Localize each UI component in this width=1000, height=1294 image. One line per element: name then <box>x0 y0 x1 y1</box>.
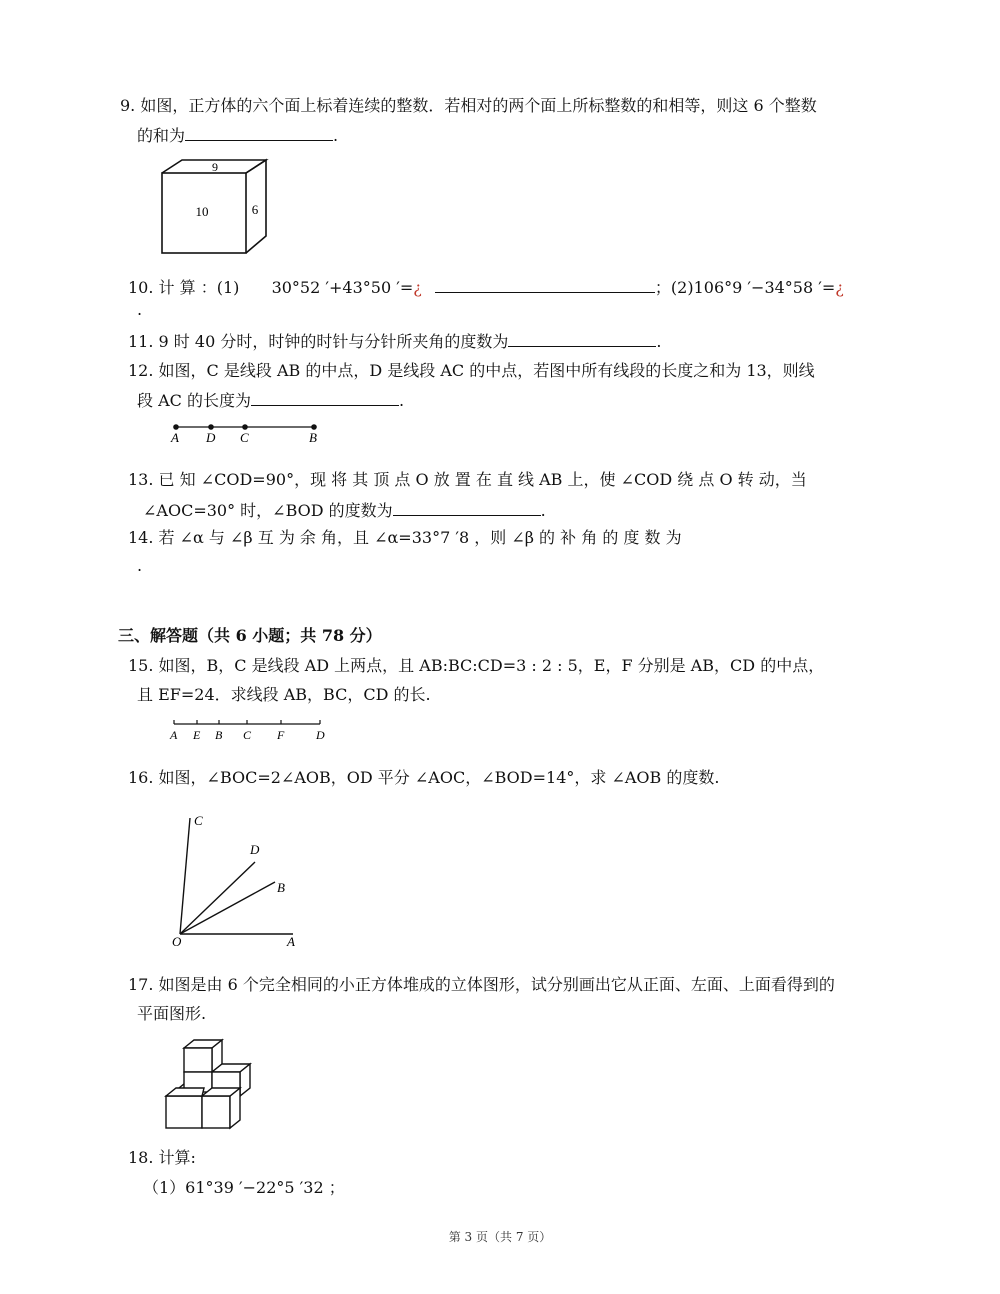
cube-top-number: 9 <box>212 160 218 174</box>
q13-line1: 13. 已 知 ∠COD=90°，现 将 其 顶 点 O 放 置 在 直 线 AB 上，使 ∠COD 绕 点 O 转 动，当 <box>128 470 807 489</box>
q9-cube-figure <box>155 158 275 258</box>
q12-label-c: C <box>240 430 249 445</box>
q13-blank <box>393 499 541 516</box>
page-footer: 第 3 页（共 7 页） <box>448 1230 552 1244</box>
q10-expr2: 106°9 ′−34°58 ′= <box>693 278 836 297</box>
q18-title: 18. 计算: <box>128 1148 196 1167</box>
q12-point-b <box>311 424 317 430</box>
cube-front-number: 10 <box>195 204 209 219</box>
q16-line: 16. 如图，∠BOC=2∠AOB，OD 平分 ∠AOC，∠BOD=14°，求 ∠AOB 的度数. <box>128 768 720 787</box>
q16-label-c: C <box>194 813 203 828</box>
cube-side-number: 6 <box>251 202 259 217</box>
q17-line2: 平面图形. <box>137 1004 207 1023</box>
q10-qmark2: ¿ <box>835 278 844 297</box>
q12-segment-figure <box>168 420 328 446</box>
q10-expr1: 30°52 ′+43°50 ′= <box>271 278 414 297</box>
q11-line <box>128 330 661 352</box>
q9-answer-blank <box>185 124 333 141</box>
q12-blank <box>251 389 399 406</box>
cube-bottom-mid <box>202 1096 230 1128</box>
q14-line1: 14. 若 ∠α 与 ∠β 互 为 余 角，且 ∠α=33°7 ′8 ，则 ∠β 的 补 角 的 度 数 为 <box>128 528 682 547</box>
q15-line1: 15. 如图，B，C 是线段 AD 上两点，且 AB:BC:CD=3 : 2 : 5，E，F 分别是 AB，CD 的中点， <box>128 656 825 675</box>
q12-label-a: A <box>171 430 179 445</box>
q10-qmark1: ¿ <box>413 278 422 297</box>
q14-line2: . <box>137 556 143 575</box>
q10-prefix: 10. 计 算 ：(1) <box>128 278 240 297</box>
q17-line1: 17. 如图是由 6 个完全相同的小正方体堆成的立体图形，试分别画出它从正面、左面、上面看得到的 <box>128 975 835 994</box>
q15-line2: 且 EF=24．求线段 AB，BC，CD 的长. <box>137 685 431 704</box>
q12-label-b: B <box>309 430 317 445</box>
q12-end: . <box>398 391 405 410</box>
q16-angle-figure <box>165 808 315 950</box>
q9-line2 <box>137 124 338 146</box>
q13-end: . <box>540 501 546 520</box>
q9-line2-text: 的和为 <box>137 126 186 145</box>
ray-oc <box>180 818 190 934</box>
q12-point-d <box>208 424 214 430</box>
cube-bottom-left-top <box>166 1088 204 1096</box>
q11-end: . <box>656 332 662 351</box>
cube-bottom-left <box>166 1096 202 1128</box>
ray-od <box>180 862 255 934</box>
cube-top-front <box>184 1048 212 1072</box>
q16-label-b: B <box>277 880 285 895</box>
section3-title: 三、解答题（共 6 小题；共 78 分） <box>118 626 382 645</box>
q17-stacked-cubes-figure <box>160 1034 270 1134</box>
q15-label-d: D <box>316 728 325 742</box>
q12-line1: 12. 如图，C 是线段 AB 的中点，D 是线段 AC 的中点，若图中所有线段的长度之和为 13，则线 <box>128 361 815 380</box>
q10-mid: ；(2) <box>654 278 694 297</box>
q12-line2-text: 段 AC 的长度为 <box>137 391 251 410</box>
q13-line2-text: ∠AOC=30° 时，∠BOD 的度数为 <box>143 501 393 520</box>
q15-segment-figure <box>166 716 336 744</box>
ray-ob <box>180 882 275 934</box>
q10-end: . <box>137 300 143 319</box>
q11-blank <box>508 330 656 347</box>
q12-point-c <box>242 424 248 430</box>
q9-line2-end: . <box>333 126 339 145</box>
q16-label-d: D <box>250 842 260 857</box>
q15-label-f: F <box>277 728 285 742</box>
q10-blank1 <box>435 276 655 293</box>
q12-point-a <box>173 424 179 430</box>
q13-line2 <box>143 499 546 521</box>
q11-text: 11. 9 时 40 分时，时钟的时针与分针所夹角的度数为 <box>128 332 509 351</box>
q10-line <box>128 276 844 298</box>
q15-label-c: C <box>243 728 252 742</box>
q9-line1: 9. 如图，正方体的六个面上标着连续的整数．若相对的两个面上所标整数的和相等，则这 6 个整数 <box>120 96 817 115</box>
q15-label-b: B <box>215 728 223 742</box>
q16-label-o: O <box>172 934 182 949</box>
q12-label-d: D <box>206 430 216 445</box>
q15-label-e: E <box>193 728 201 742</box>
q12-line2 <box>137 389 404 411</box>
q16-label-a: A <box>287 934 295 949</box>
q18-sub1: （1）61°39 ′−22°5 ′32 ； <box>143 1178 345 1197</box>
q15-label-a: A <box>170 728 178 742</box>
